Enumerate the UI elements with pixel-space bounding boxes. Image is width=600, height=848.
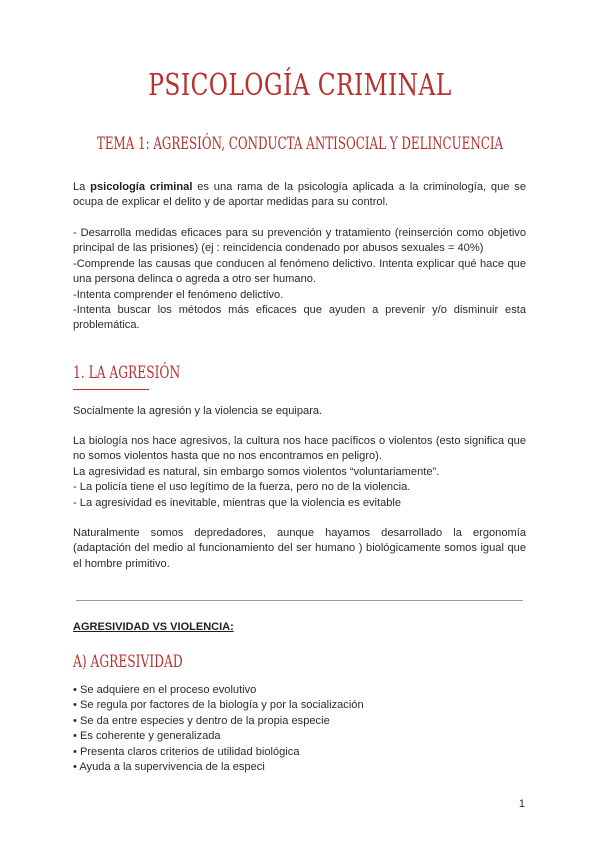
intro-suffix: es una rama de la psicología aplicada a la criminología, que se ocupa de explicar el delito y de aportar medidas para su control. [73,181,526,209]
intro-bold-term: psicología criminal [90,181,193,193]
section-heading-agresividad: A) AGRESIVIDAD [73,652,183,672]
point-item: -Intenta comprender el fenómeno delictivo. [73,288,284,301]
agresividad-bullet-list [73,683,526,775]
intro-prefix: La [73,181,91,193]
section1-text-3: La agresividad es natural, sin embargo somos violentos “voluntariamente”. [73,465,440,478]
section-heading-agresion: 1. LA AGRESIÓN [73,363,181,383]
list-item: • Se regula por factores de la biología y por la socialización [73,699,364,712]
section1-text-5: - La agresividad es inevitable, mientras que la violencia es evitable [73,496,402,509]
section1-text-6: Naturalmente somos depredadores, aunque hayamos desarrollado la ergonomía (adaptación del medio al funcionamiento del ser humano ) biológicamente somos igual que el hombre primitivo. [73,527,526,570]
page-number: 1 [518,798,525,810]
section-heading-underline [73,389,149,390]
compare-heading: AGRESIVIDAD VS VIOLENCIA: [73,621,234,633]
list-item: • Es coherente y generalizada [73,730,221,743]
horizontal-divider [76,600,523,601]
point-item: -Intenta buscar los métodos más eficaces que ayuden a prevenir y/o disminuir esta problemática. [73,304,526,332]
section1-block [73,434,526,511]
intro-paragraph [73,180,526,211]
document-subtitle: TEMA 1: AGRESIÓN, CONDUCTA ANTISOCIAL Y DELINCUENCIA [96,134,504,153]
section1-final-paragraph [73,526,526,572]
list-item: • Presenta claros criterios de utilidad biológica [73,745,300,758]
section1-p1 [73,404,526,419]
list-item: • Ayuda a la supervivencia de la especi [73,760,265,773]
list-item: • Se da entre especies y dentro de la propia especie [73,714,330,727]
point-item: - Desarrolla medidas eficaces para su prevención y tratamiento (reinserción como objetivo principal de las prisiones) (ej : reincidencia condenado por abusos sexuales = 40%) [73,227,526,255]
section1-text-4: - La policía tiene el uso legítimo de la fuerza, pero no de la violencia. [73,481,411,494]
points-list [73,226,526,334]
document-title: PSICOLOGÍA CRIMINAL [148,68,452,103]
section1-text-1: Socialmente la agresión y la violencia se equipara. [73,405,323,417]
list-item: • Se adquiere en el proceso evolutivo [73,684,257,696]
section1-text-2: La biología nos hace agresivos, la cultura nos hace pacíficos o violentos (esto significa que no somos violentos hasta que no nos encontramos en peligro). [73,435,526,463]
point-item: -Comprende las causas que conducen al fenómeno delictivo. Intenta explicar qué hace que una persona delinca o agreda a otro ser humano. [73,257,526,286]
